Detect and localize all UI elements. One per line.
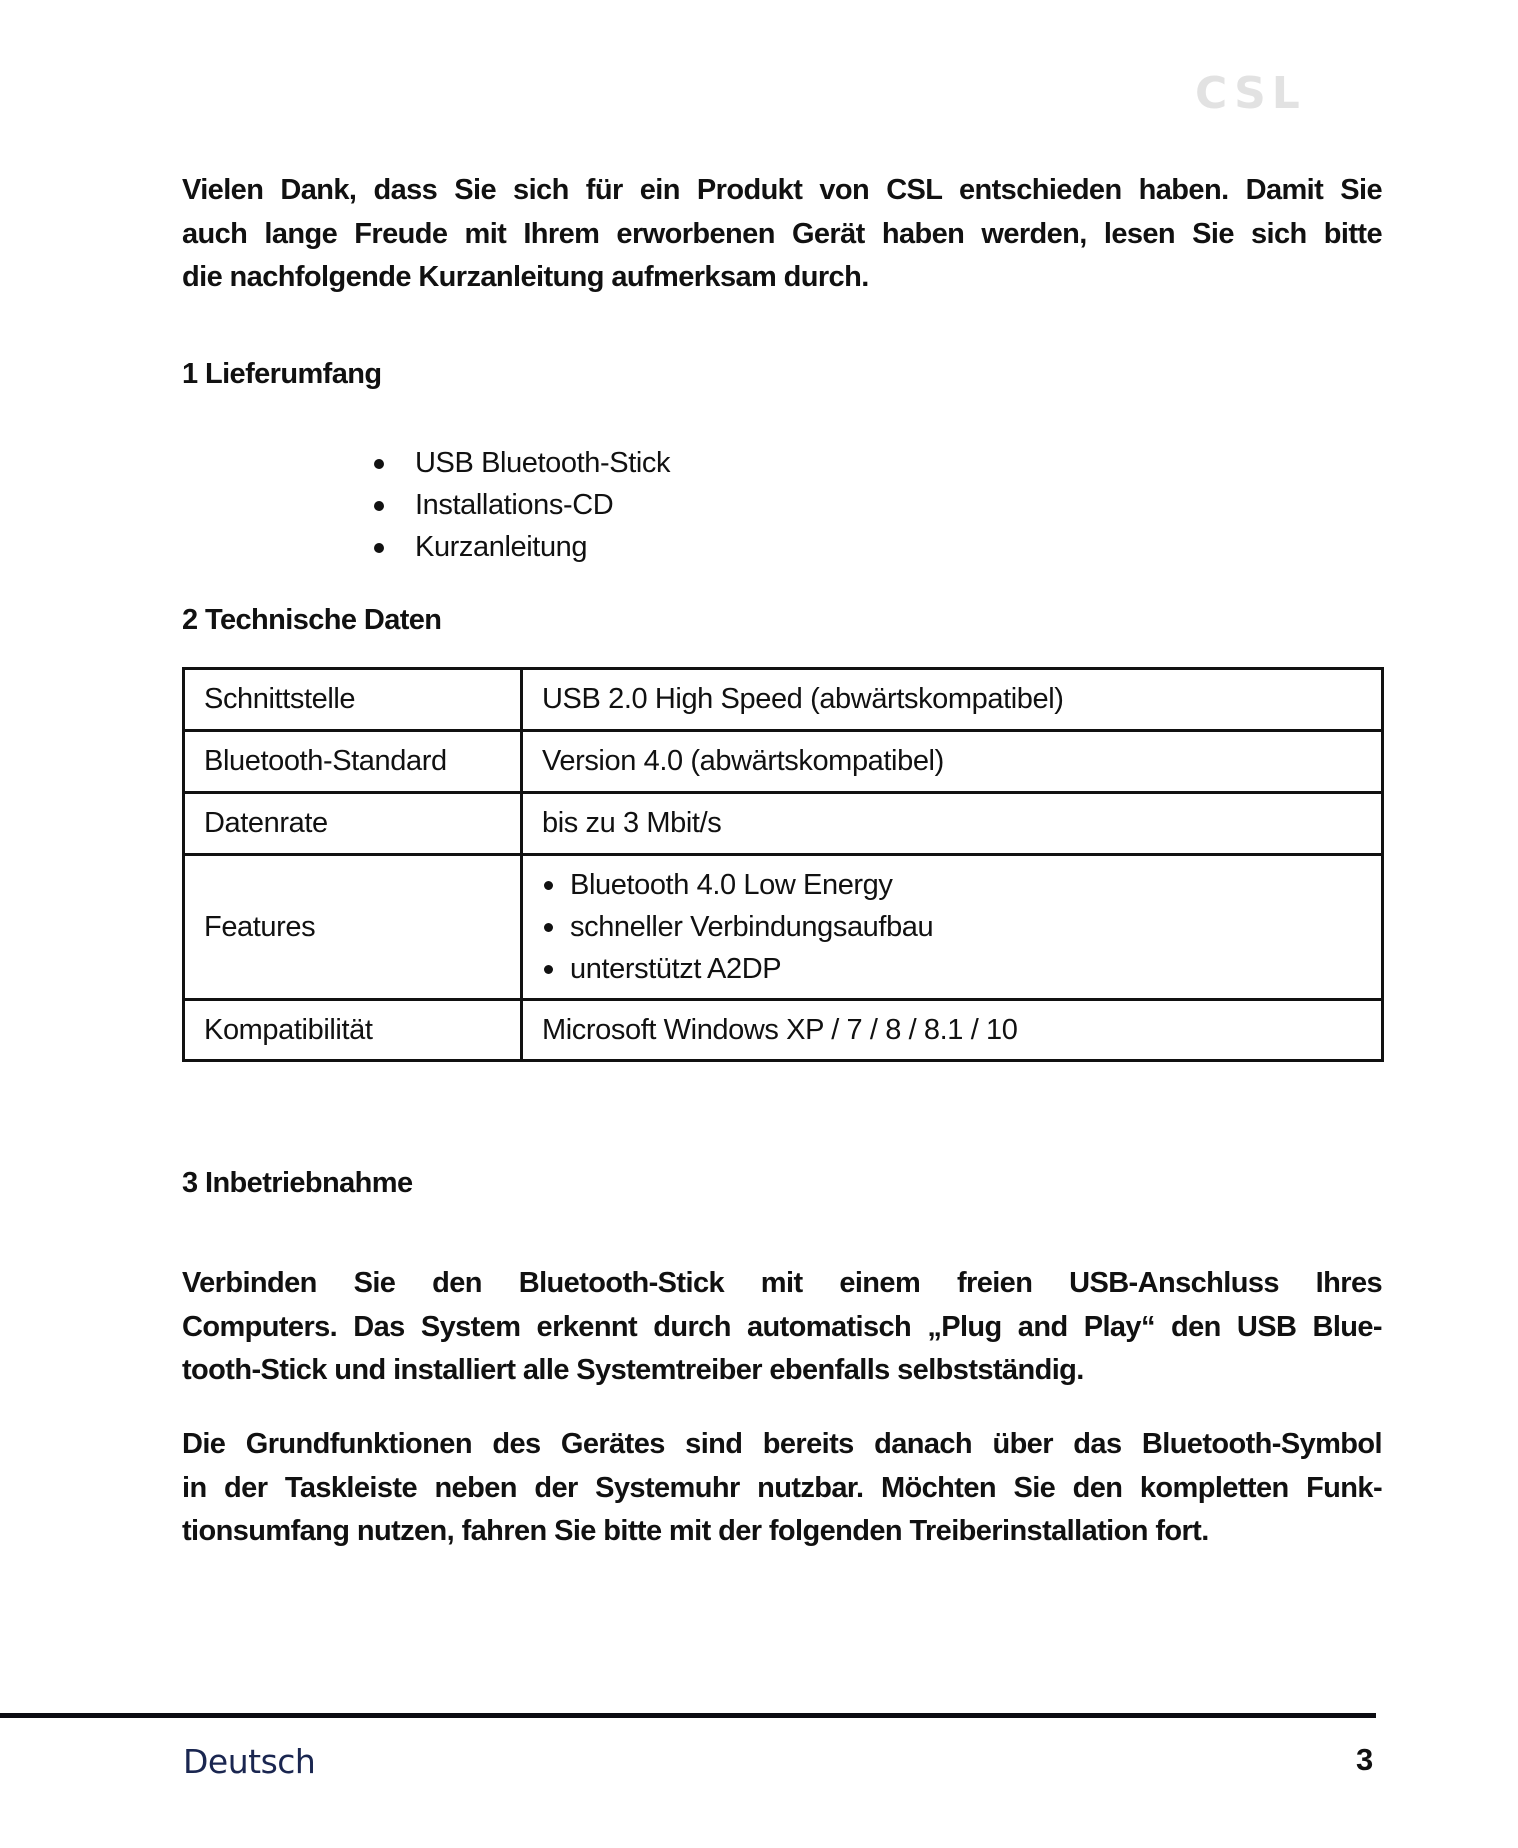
feature-item: unterstützt A2DP <box>542 948 1381 990</box>
section-heading-lieferumfang: 1 Lieferumfang <box>182 358 382 390</box>
setup-paragraph-1 <box>182 1262 1382 1393</box>
paragraph-line: in der Taskleiste neben der Systemuhr nutzbar. Möchten Sie den kompletten Funk- <box>182 1471 1382 1504</box>
list-item: USB Bluetooth-Stick <box>372 442 670 484</box>
footer-divider <box>0 1713 1376 1718</box>
spec-value: USB 2.0 High Speed (abwärtskompatibel) <box>522 669 1383 731</box>
intro-line: die nachfolgende Kurzanleitung aufmerksam durch. <box>182 261 869 293</box>
spec-value <box>522 855 1383 1000</box>
section-heading-inbetriebnahme: 3 Inbetriebnahme <box>182 1167 413 1199</box>
features-list <box>542 864 1381 990</box>
paragraph-line: Computers. Das System erkennt durch automatisch „Plug and Play“ den USB Blue- <box>182 1310 1382 1343</box>
table-row <box>184 793 1383 855</box>
intro-line: Vielen Dank, dass Sie sich für ein Produkt von CSL entschieden haben. Damit Sie <box>182 174 1382 206</box>
paragraph-line: Die Grundfunktionen des Gerätes sind bereits danach über das Bluetooth-Symbol <box>182 1428 1382 1460</box>
section-heading-technische-daten: 2 Technische Daten <box>182 604 442 636</box>
spec-label: Schnittstelle <box>184 669 522 731</box>
footer-language-label: Deutsch <box>183 1742 316 1781</box>
brand-watermark: CSL <box>1195 68 1306 119</box>
intro-line: auch lange Freude mit Ihrem erworbenen Gerät haben werden, lesen Sie sich bitte <box>182 217 1382 250</box>
spec-label: Kompatibilität <box>184 1000 522 1061</box>
setup-paragraph-2 <box>182 1423 1382 1554</box>
intro-paragraph <box>182 169 1382 300</box>
paragraph-line: tooth-Stick und installiert alle Systemtreiber ebenfalls selbstständig. <box>182 1354 1084 1386</box>
paragraph-line: tionsumfang nutzen, fahren Sie bitte mit der folgenden Treiberinstallation fort. <box>182 1515 1209 1547</box>
spec-value: Microsoft Windows XP / 7 / 8 / 8.1 / 10 <box>522 1000 1383 1061</box>
delivery-contents-list <box>372 442 670 568</box>
table-row <box>184 1000 1383 1061</box>
spec-label: Datenrate <box>184 793 522 855</box>
table-row <box>184 731 1383 793</box>
spec-label: Features <box>184 855 522 1000</box>
paragraph-line: Verbinden Sie den Bluetooth-Stick mit einem freien USB-Anschluss Ihres <box>182 1267 1382 1299</box>
list-item: Installations-CD <box>372 484 670 526</box>
table-row <box>184 855 1383 1000</box>
specifications-table <box>182 667 1384 1062</box>
page-number: 3 <box>1356 1742 1374 1777</box>
spec-value: bis zu 3 Mbit/s <box>522 793 1383 855</box>
spec-value: Version 4.0 (abwärtskompatibel) <box>522 731 1383 793</box>
table-row <box>184 669 1383 731</box>
list-item: Kurzanleitung <box>372 526 670 568</box>
spec-label: Bluetooth-Standard <box>184 731 522 793</box>
feature-item: Bluetooth 4.0 Low Energy <box>542 864 1381 906</box>
feature-item: schneller Verbindungsaufbau <box>542 906 1381 948</box>
